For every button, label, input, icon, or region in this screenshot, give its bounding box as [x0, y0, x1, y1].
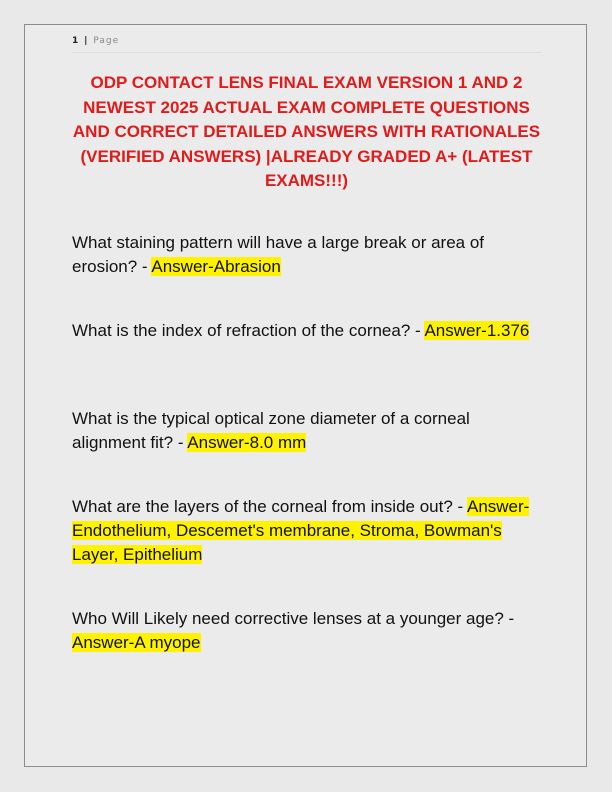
answer-text: Answer-A myope — [72, 633, 201, 652]
question-text: What staining pattern will have a large break or area of erosion? - — [72, 233, 485, 276]
question-text: What is the index of refraction of the cornea? - — [72, 321, 425, 340]
answer-text: Answer-1.376 — [424, 321, 530, 340]
page-label: Page — [93, 36, 120, 46]
question-text: Who Will Likely need corrective lenses at a younger age? - — [72, 609, 515, 628]
document-title: ODP CONTACT LENS FINAL EXAM VERSION 1 AND 2 NEWEST 2025 ACTUAL EXAM COMPLETE QUESTIONS AND CORRECT DETAILED ANSWERS WITH RATIONALES (VERIFIED ANSWERS) |ALREADY GRADED A+ (LATEST EXAMS!!!) — [72, 73, 541, 190]
qa-item-4 — [72, 495, 542, 567]
page-number: 1 — [72, 36, 79, 46]
qa-item-2 — [72, 319, 542, 343]
answer-text: Answer-8.0 mm — [187, 433, 307, 452]
question-text: What are the layers of the corneal from inside out? - — [72, 497, 467, 516]
answer-text: Answer-Endothelium, Descemet's membrane, Stroma, Bowman's Layer, Epithelium — [72, 497, 530, 564]
answer-text: Answer-Abrasion — [151, 257, 281, 276]
page-header — [72, 36, 542, 53]
page-separator: | — [84, 36, 88, 46]
qa-item-5 — [72, 607, 542, 655]
question-text: What is the typical optical zone diameter of a corneal alignment fit? - — [72, 409, 470, 452]
qa-item-3 — [72, 407, 542, 455]
qa-item-1 — [72, 231, 542, 279]
document-page — [24, 24, 587, 767]
